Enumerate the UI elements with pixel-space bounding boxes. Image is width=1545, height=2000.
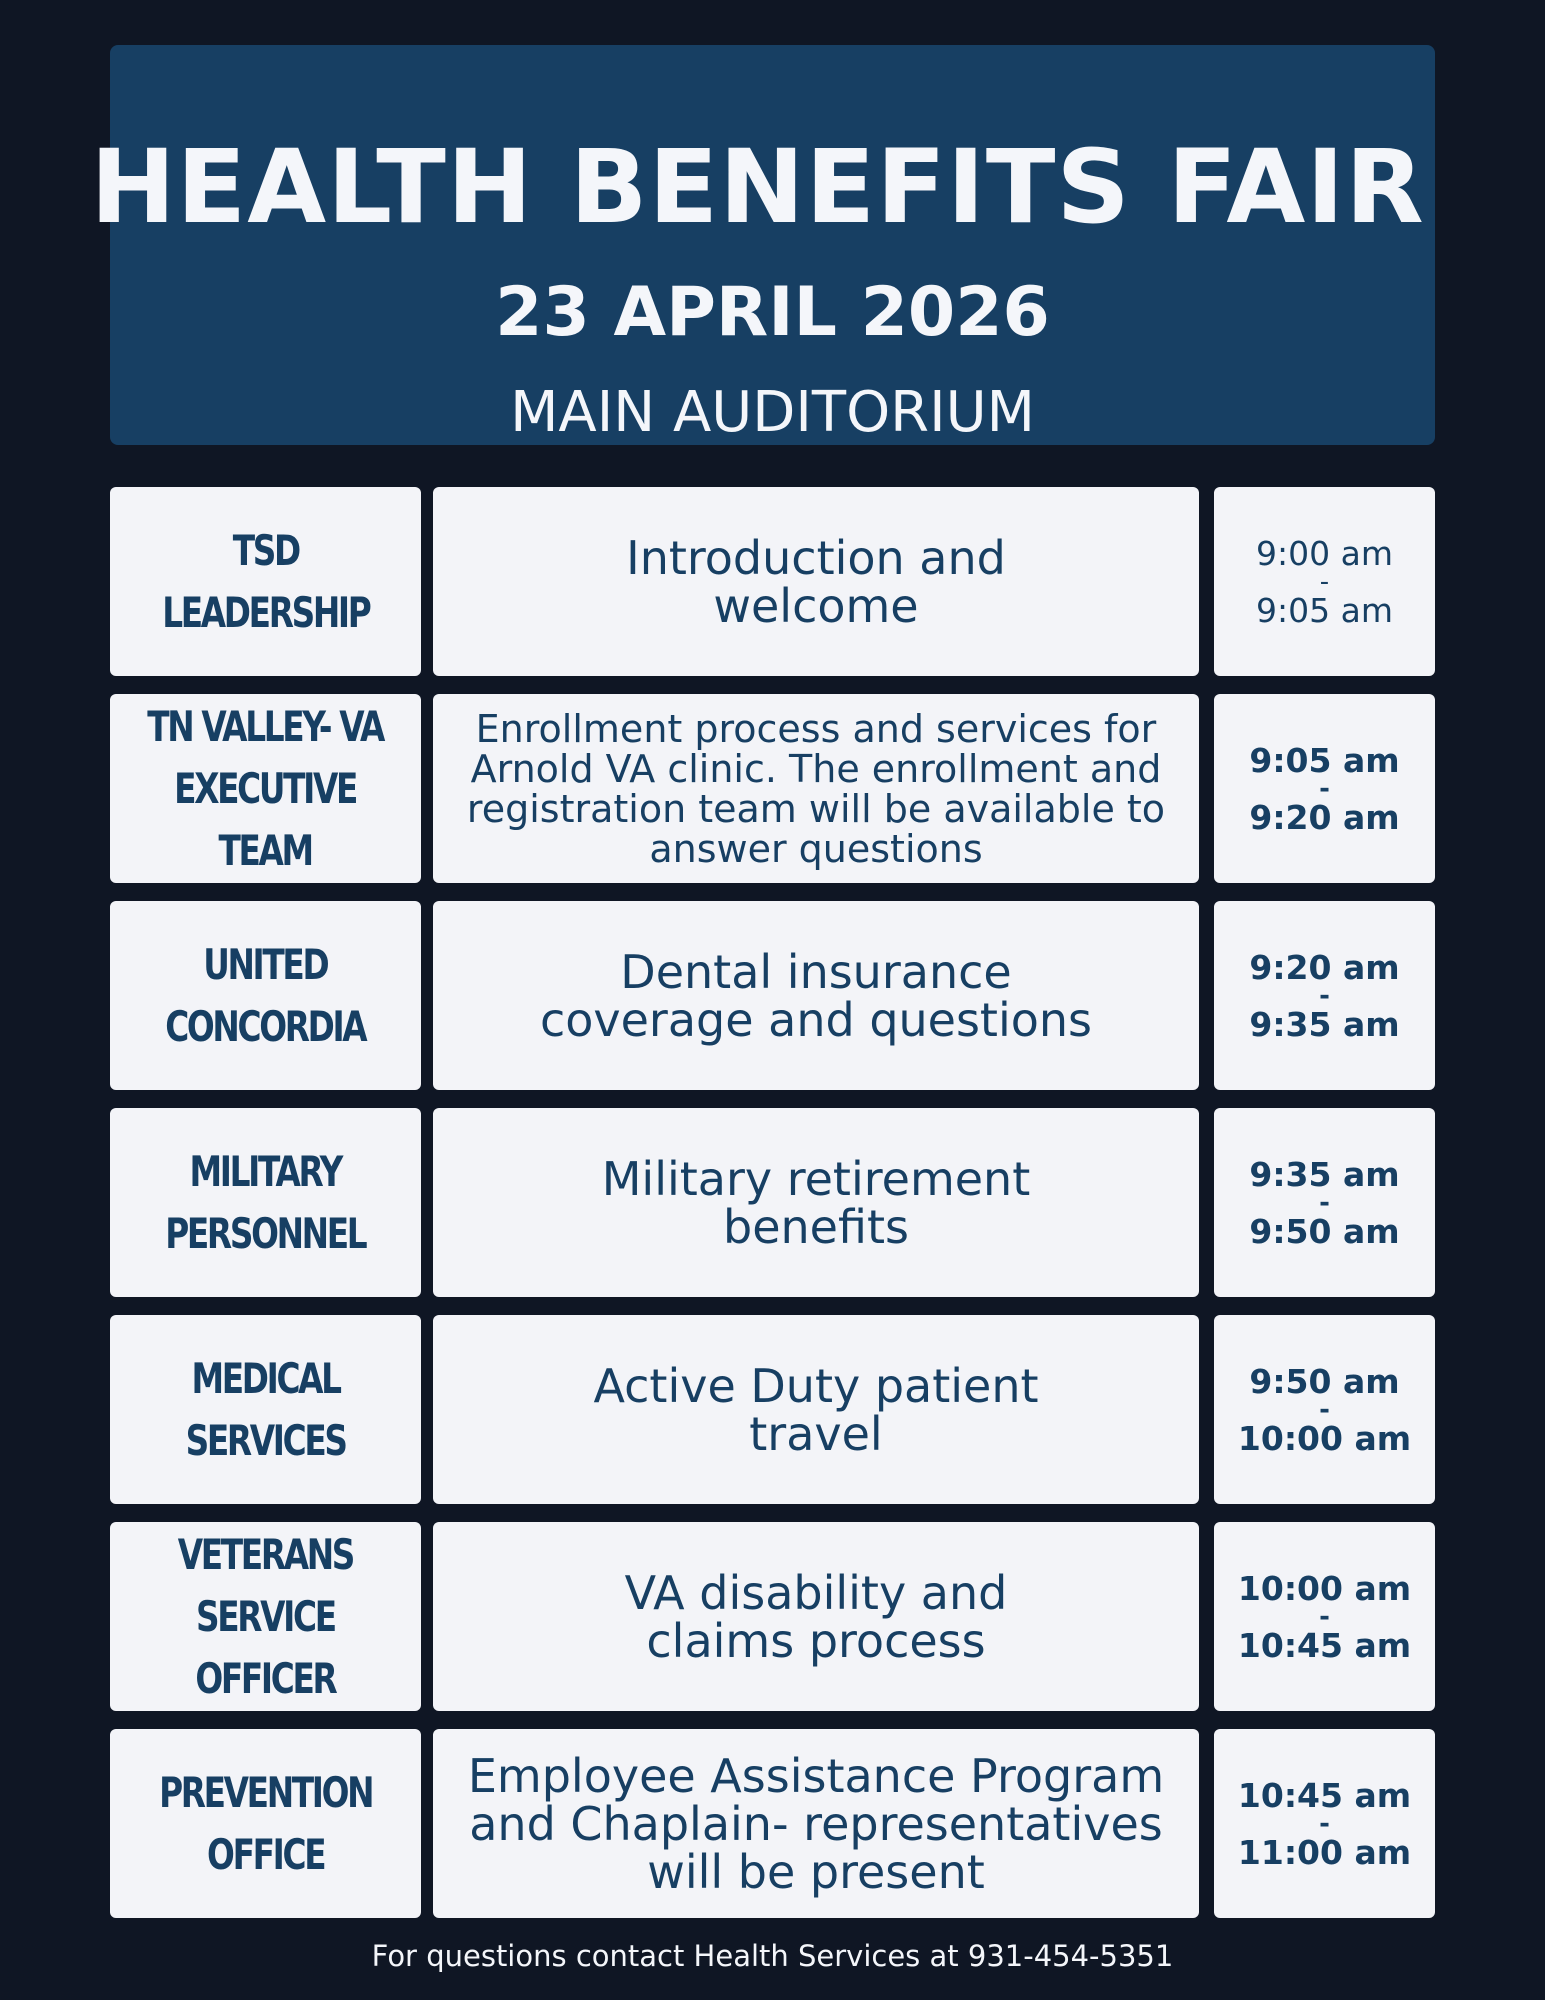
presenter-cell bbox=[110, 1522, 421, 1711]
presenter-name: PREVENTION OFFICE bbox=[158, 1767, 373, 1879]
event-date: 23 APRIL 2026 bbox=[495, 273, 1050, 352]
topic-cell: VA disability and claims process bbox=[433, 1522, 1199, 1711]
header-banner bbox=[90, 45, 1435, 445]
start-time: 9:05 am bbox=[1249, 740, 1400, 780]
presenter-name: TN VALLEY- VA EXECUTIVE TEAM bbox=[147, 701, 384, 875]
page-title: HEALTH BENEFITS FAIR bbox=[90, 128, 1425, 247]
start-time: 9:50 am bbox=[1249, 1361, 1400, 1401]
presenter-name: TSD LEADERSHIP bbox=[161, 525, 370, 637]
end-time: 10:45 am bbox=[1237, 1625, 1412, 1665]
start-time: 9:35 am bbox=[1249, 1154, 1400, 1194]
time-cell bbox=[1214, 1108, 1435, 1297]
start-time: 10:45 am bbox=[1237, 1775, 1412, 1815]
event-venue: MAIN AUDITORIUM bbox=[510, 380, 1035, 445]
topic-cell: Active Duty patient travel bbox=[433, 1315, 1199, 1504]
end-time: 9:50 am bbox=[1249, 1211, 1400, 1251]
topic-cell: Military retirement benefits bbox=[433, 1108, 1199, 1297]
time-separator: - bbox=[1319, 1394, 1330, 1425]
topic-cell: Employee Assistance Program and Chaplain- representatives will be present bbox=[433, 1729, 1199, 1918]
time-cell bbox=[1214, 694, 1435, 883]
end-time: 10:00 am bbox=[1237, 1418, 1412, 1458]
time-separator: - bbox=[1319, 566, 1330, 597]
topic-cell: Introduction and welcome bbox=[433, 487, 1199, 676]
presenter-cell bbox=[110, 1315, 421, 1504]
time-separator: - bbox=[1319, 1187, 1330, 1218]
time-separator: - bbox=[1319, 1808, 1330, 1839]
time-cell bbox=[1214, 1315, 1435, 1504]
start-time: 10:00 am bbox=[1237, 1568, 1412, 1608]
topic-cell: Dental insurance coverage and questions bbox=[433, 901, 1199, 1090]
presenter-cell bbox=[110, 1108, 421, 1297]
time-separator: - bbox=[1319, 980, 1330, 1011]
presenter-name: VETERANS SERVICE OFFICER bbox=[177, 1529, 354, 1703]
presenter-name: MILITARY PERSONNEL bbox=[165, 1146, 366, 1258]
presenter-cell bbox=[110, 901, 421, 1090]
presenter-name: MEDICAL SERVICES bbox=[185, 1353, 346, 1465]
time-cell bbox=[1214, 1729, 1435, 1918]
presenter-cell bbox=[110, 1729, 421, 1918]
time-cell bbox=[1214, 487, 1435, 676]
contact-footer: For questions contact Health Services at 931-454-5351 bbox=[371, 1939, 1174, 1973]
end-time: 11:00 am bbox=[1237, 1832, 1412, 1872]
time-cell bbox=[1214, 1522, 1435, 1711]
start-time: 9:20 am bbox=[1249, 947, 1400, 987]
end-time: 9:35 am bbox=[1249, 1004, 1400, 1044]
end-time: 9:05 am bbox=[1256, 590, 1393, 630]
time-separator: - bbox=[1319, 1601, 1330, 1632]
presenter-cell bbox=[110, 694, 421, 883]
presenter-name: UNITED CONCORDIA bbox=[165, 939, 366, 1051]
start-time: 9:00 am bbox=[1256, 533, 1393, 573]
time-separator: - bbox=[1319, 773, 1330, 804]
presenter-cell bbox=[110, 487, 421, 676]
time-cell bbox=[1214, 901, 1435, 1090]
end-time: 9:20 am bbox=[1249, 797, 1400, 837]
topic-cell: Enrollment process and services for Arnold VA clinic. The enrollment and registration team will be available to answer questions bbox=[433, 694, 1199, 883]
